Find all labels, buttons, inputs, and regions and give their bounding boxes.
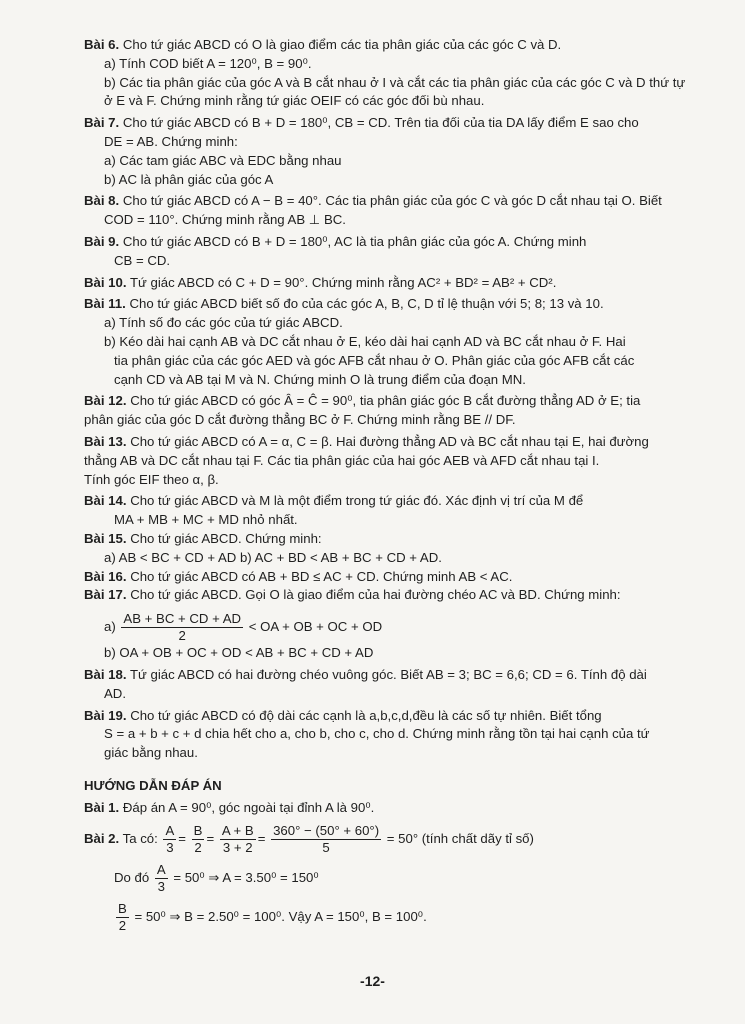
numerator: AB + BC + CD + AD <box>123 611 242 627</box>
exercise-label: Bài 8. <box>84 193 120 209</box>
text-line: a) Tính COD biết A = 120⁰, B = 90⁰. <box>104 55 312 71</box>
text-line <box>84 295 712 314</box>
item-marker: a) <box>104 619 116 635</box>
denominator: 2 <box>178 628 186 644</box>
text-line: ở E và F. Chứng minh rằng tứ giác OEIF có các góc đối bù nhau. <box>104 93 485 109</box>
exercise-label: Bài 10. <box>84 274 127 290</box>
fraction <box>271 823 381 856</box>
text-line <box>84 433 712 452</box>
page-number: -12- <box>360 973 385 989</box>
text-line <box>84 530 712 549</box>
exercise-text: Cho tứ giác ABCD có góc Â = Ĉ = 90⁰, tia phân giác góc B cắt đường thẳng AD ở E; tia <box>126 393 641 409</box>
exercise-label: Bài 13. <box>84 433 127 449</box>
text-line: a) Tính số đo các góc của tứ giác ABCD. <box>104 315 343 331</box>
text-line: MA + MB + MC + MD nhỏ nhất. <box>114 512 298 528</box>
text-line <box>84 36 712 55</box>
fraction <box>163 823 176 856</box>
exercise-text: Tứ giác ABCD có C + D = 90°. Chứng minh rằng AC² + BD² = AB² + CD². <box>126 274 557 290</box>
answer-text: = 50⁰ ⇒ A = 3.50⁰ = 150⁰ <box>173 870 319 886</box>
page-content <box>84 36 712 934</box>
text-line <box>84 799 712 818</box>
answer-text: Do đó <box>114 870 150 886</box>
text-line: cạnh CD và AB tại M và N. Chứng minh O là trung điểm của đoạn MN. <box>114 371 526 387</box>
answer-text: Đáp án A = 90⁰, góc ngoài tại đỉnh A là 90⁰. <box>119 799 375 815</box>
exercise-label: Bài 19. <box>84 707 127 723</box>
exercise-label: Bài 18. <box>84 666 127 682</box>
exercise-text: Cho tứ giác ABCD có B + D = 180⁰, AC là tia phân giác của góc A. Chứng minh <box>119 233 587 249</box>
exercise-label: Bài 9. <box>84 233 120 249</box>
numerator: B <box>118 901 127 917</box>
answer-label: Bài 1. <box>84 799 120 815</box>
text-line: S = a + b + c + d chia hết cho a, cho b, cho c, cho d. Chứng minh rằng tồn tại hai cạnh của tứ <box>104 726 650 742</box>
numerator: B <box>193 823 203 839</box>
text-line: b) AC là phân giác của góc A <box>104 171 274 187</box>
text-line <box>84 114 712 133</box>
denominator: 3 + 2 <box>222 840 253 856</box>
exercise-label: Bài 15. <box>84 530 127 546</box>
text-line <box>84 611 712 644</box>
text-line <box>84 666 712 685</box>
numerator: A <box>156 862 166 878</box>
exercise-text: Cho tứ giác ABCD biết số đo của các góc A, B, C, D tỉ lệ thuận với 5; 8; 13 và 10. <box>125 296 604 312</box>
exercise-text: Cho tứ giác ABCD có độ dài các cạnh là a,b,c,d,đều là các số tự nhiên. Biết tổng <box>126 707 602 723</box>
denominator: 2 <box>118 918 127 934</box>
text-line: Tính góc EIF theo α, β. <box>84 471 219 487</box>
fraction <box>121 611 243 644</box>
exercise-label: Bài 11. <box>84 296 126 312</box>
exercise-label: Bài 16. <box>84 568 127 584</box>
denominator: 3 <box>166 840 174 856</box>
fraction <box>155 862 168 895</box>
fraction <box>116 901 129 934</box>
text-line <box>84 492 712 511</box>
denominator: 2 <box>194 840 202 856</box>
numerator: A <box>165 823 175 839</box>
answer-label: Bài 2. <box>84 831 120 847</box>
text-line <box>84 392 712 411</box>
text-line: AD. <box>104 685 126 701</box>
answer-text: = 50° (tính chất dãy tỉ số) <box>386 831 534 847</box>
text-line: giác bằng nhau. <box>104 745 198 761</box>
exercise-label: Bài 17. <box>84 587 127 603</box>
text-line: CB = CD. <box>114 252 171 268</box>
text-line: phân giác của góc D cắt đường thẳng BC ở F. Chứng minh rằng BE // DF. <box>84 412 516 428</box>
denominator: 3 <box>157 879 165 895</box>
text-line: a) Các tam giác ABC và EDC bằng nhau <box>104 152 342 168</box>
inequality-rest: < OA + OB + OC + OD <box>248 619 383 635</box>
text-line: Bài 2. Ta có: $\frac{A}{3}$ = $\frac{B}{2}$ = $\frac{A + B}{3 + 2}$ = $\frac{360^\circ - (50^\circ + 60^\circ)}{5}$ = 50° (tính chất dãy tỉ số) <box>84 823 534 856</box>
exercise-label: Bài 7. <box>84 115 120 131</box>
text-line: COD = 110°. Chứng minh rằng AB ⊥ BC. <box>104 212 346 228</box>
numerator: 360° − (50° + 60°) <box>273 823 380 839</box>
text-line <box>84 274 712 293</box>
text-line: tia phân giác của các góc AED và góc AFB cắt nhau ở O. Phân giác của góc AFB cắt các <box>114 352 635 368</box>
text-line <box>84 192 712 211</box>
fraction <box>192 823 205 856</box>
fraction <box>220 823 256 856</box>
text-line: a) AB < BC + CD + AD b) AC + BD < AB + BC + CD + AD. <box>104 549 442 565</box>
exercise-text: Cho tứ giác ABCD. Gọi O là giao điểm của hai đường chéo AC và BD. Chứng minh: <box>126 587 621 603</box>
text-line <box>84 233 712 252</box>
text-line <box>84 568 712 587</box>
exercise-label: Bài 12. <box>84 393 127 409</box>
exercise-text: Cho tứ giác ABCD có A − B = 40°. Các tia phân giác của góc C và góc D cắt nhau tại O. Biết <box>119 193 662 209</box>
exercise-label: Bài 14. <box>84 493 127 509</box>
text-line <box>84 707 712 726</box>
exercise-text: Cho tứ giác ABCD có A = α, C = β. Hai đường thẳng AD và BC cắt nhau tại E, hai đường <box>126 433 649 449</box>
section-heading: HƯỚNG DẪN ĐÁP ÁN <box>84 777 222 793</box>
exercise-text: Cho tứ giác ABCD có AB + BD ≤ AC + CD. Chứng minh AB < AC. <box>126 568 513 584</box>
exercise-text: Cho tứ giác ABCD và M là một điểm trong tứ giác đó. Xác định vị trí của M để <box>126 493 584 509</box>
text-line: b) OA + OB + OC + OD < AB + BC + CD + AD <box>104 645 374 661</box>
numerator: A + B <box>221 823 254 839</box>
exercise-text: Cho tứ giác ABCD có O là giao điểm các tia phân giác của các góc C và D. <box>119 37 562 52</box>
denominator: 5 <box>322 840 330 856</box>
text-line: b) Kéo dài hai cạnh AB và DC cắt nhau ở E, kéo dài hai cạnh AD và BC cắt nhau ở F. Hai <box>104 333 626 349</box>
text-line <box>84 901 712 934</box>
text-line: thẳng AB và DC cắt nhau tại F. Các tia phân giác của hai góc AEB và AFD cắt nhau tại I. <box>84 452 600 468</box>
text-line: DE = AB. Chứng minh: <box>104 133 238 149</box>
exercise-text: Cho tứ giác ABCD có B + D = 180⁰, CB = CD. Trên tia đối của tia DA lấy điểm E sao cho <box>119 115 639 131</box>
exercise-text: Cho tứ giác ABCD. Chứng minh: <box>126 530 322 546</box>
answer-text: Ta có: <box>119 831 158 847</box>
exercise-text: Tứ giác ABCD có hai đường chéo vuông góc. Biết AB = 3; BC = 6,6; CD = 6. Tính độ dài <box>126 666 647 682</box>
exercise-label: Bài 6. <box>84 37 120 52</box>
text-line: b) Các tia phân giác của góc A và B cắt nhau ở I và cắt các tia phân giác của các góc C và D thứ tự <box>104 74 686 90</box>
text-line <box>84 862 712 895</box>
text-line <box>84 586 712 605</box>
answer-text: = 50⁰ ⇒ B = 2.50⁰ = 100⁰. Vậy A = 150⁰, B = 100⁰. <box>134 909 427 925</box>
